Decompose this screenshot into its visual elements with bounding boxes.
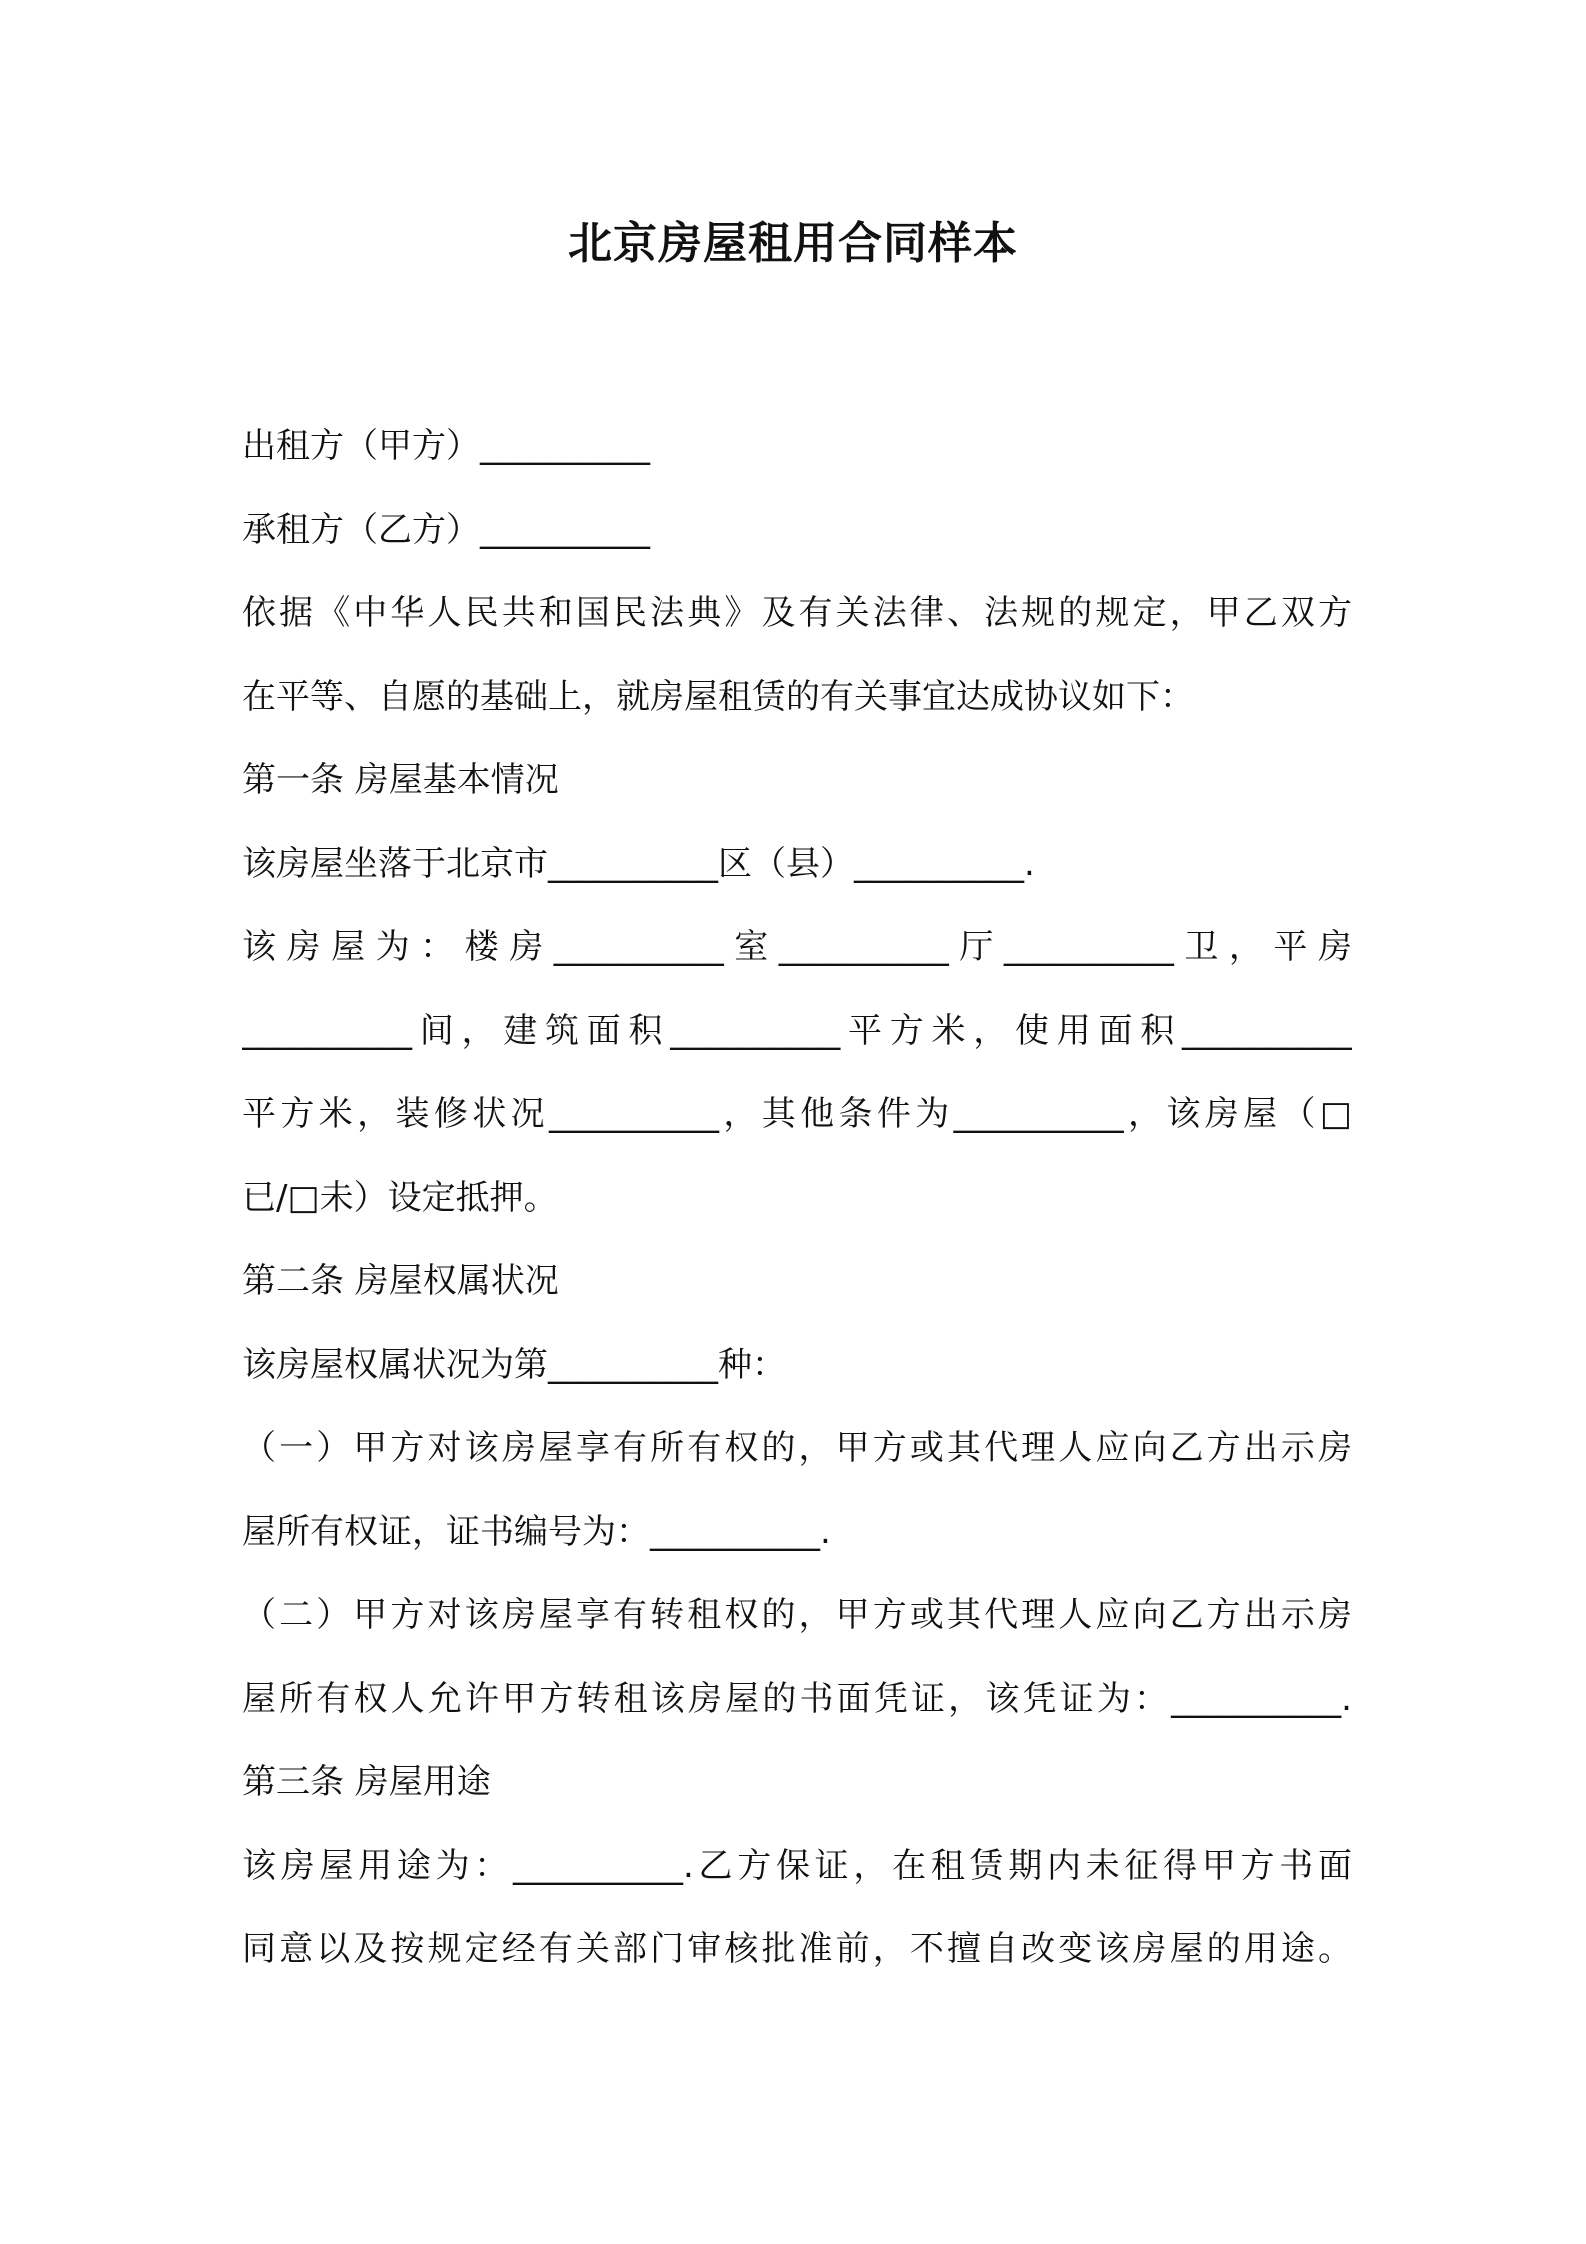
- contract-line: 该房屋用途为：__________.乙方保证，在租赁期内未征得甲方书面: [242, 1845, 1352, 1886]
- contract-line: 平方米，装修状况__________，其他条件为__________，该房屋（□: [242, 1094, 1352, 1134]
- contract-line: 依据《中华人民共和国民法典》及有关法律、法规的规定，甲乙双方: [242, 593, 1352, 633]
- contract-line: （一）甲方对该房屋享有所有权的，甲方或其代理人应向乙方出示房: [242, 1428, 1352, 1468]
- contract-line: __________间，建筑面积__________平方米，使用面积__________: [242, 1010, 1352, 1051]
- contract-line: 该房屋为：楼房__________室__________厅__________卫，平房: [242, 927, 1352, 967]
- contract-body: [242, 405, 1352, 1992]
- contract-line: 该房屋权属状况为第__________种：: [242, 1344, 786, 1385]
- contract-line: 第二条 房屋权属状况: [242, 1261, 559, 1301]
- contract-line: （二）甲方对该房屋享有转租权的，甲方或其代理人应向乙方出示房: [242, 1595, 1352, 1635]
- contract-line: 同意以及按规定经有关部门审核批准前，不擅自改变该房屋的用途。: [242, 1929, 1352, 1969]
- contract-line: 第三条 房屋用途: [242, 1762, 491, 1802]
- contract-line: 屋所有权人允许甲方转租该房屋的书面凭证，该凭证为：__________.: [242, 1678, 1352, 1719]
- contract-line: 承租方（乙方）__________: [242, 509, 650, 550]
- contract-line: 第一条 房屋基本情况: [242, 760, 559, 800]
- contract-line: 出租方（甲方）__________: [242, 426, 650, 466]
- document-title: 北京房屋租用合同样本: [568, 218, 1018, 269]
- contract-line: 该房屋坐落于北京市__________区（县）__________.: [242, 843, 1035, 884]
- contract-line: 已/□未）设定抵押。: [242, 1177, 558, 1218]
- contract-line: 屋所有权证，证书编号为：__________.: [242, 1511, 831, 1552]
- contract-line: 在平等、自愿的基础上，就房屋租赁的有关事宜达成协议如下：: [242, 676, 1194, 717]
